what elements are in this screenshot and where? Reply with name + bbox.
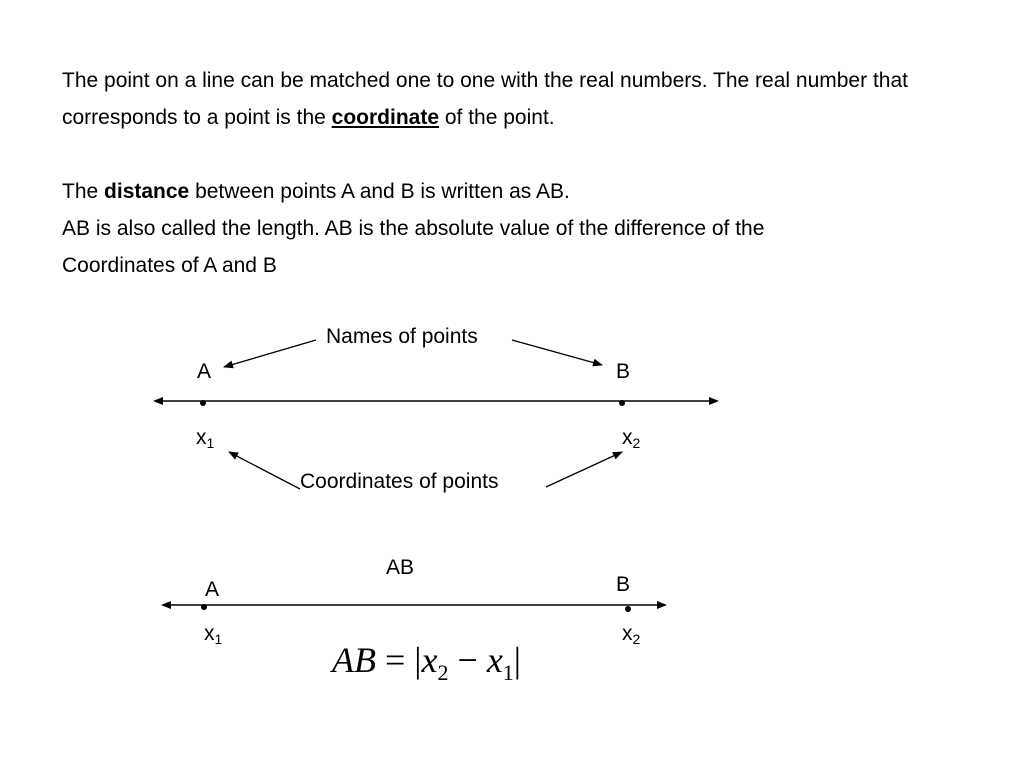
formula-abs-bar-right: | (513, 640, 522, 680)
point-b-label-1: B (616, 360, 631, 383)
point-b-label-2: B (616, 573, 631, 596)
paragraph-distance-text: The (62, 180, 105, 203)
paragraph-coordinate-text: The point on a line can be matched one to one with the real numbers. The real number that corresponds to a point is the (62, 69, 908, 129)
arrow-coords-to-x2 (546, 452, 622, 487)
number-line-1-left-arrow (153, 397, 163, 405)
formula-minus: − (448, 640, 487, 680)
point-b-dot-1 (619, 400, 625, 406)
coordinate-x2-label-1: $x_2$ (622, 426, 641, 451)
arrow-names-to-a (224, 340, 316, 367)
arrow-names-to-b (512, 340, 602, 365)
point-a-label-2: A (205, 578, 220, 601)
coordinate-x1-label-1: $x_1$ (196, 426, 215, 451)
formula-x2-sub: 2 (437, 660, 449, 685)
point-a-dot-2 (201, 604, 207, 610)
coordinate-x1-label-2: $x_1$ (204, 622, 223, 647)
point-a-dot-1 (200, 400, 206, 406)
paragraph-distance-text-end: between points A and B is written as AB. (189, 180, 570, 203)
number-line-2-right-arrow (657, 601, 667, 609)
point-a-label-1: A (197, 360, 212, 383)
number-line-2-left-arrow (161, 601, 171, 609)
paragraph-length-line2: Coordinates of A and B (62, 254, 277, 277)
segment-ab-label: AB (386, 556, 415, 579)
arrow-coords-to-x1 (229, 452, 300, 489)
coordinate-x2-label-2: $x_2$ (622, 622, 641, 647)
names-of-points-label: Names of points (326, 325, 478, 348)
paragraph-coordinate-text-end: of the point. (439, 106, 555, 129)
distance-formula (332, 640, 521, 693)
paragraph-length-line1: AB is also called the length. AB is the absolute value of the difference of the (62, 217, 765, 240)
term-coordinate: coordinate (331, 106, 440, 129)
formula-x1-sub: 1 (502, 660, 514, 685)
number-line-1-right-arrow (709, 397, 719, 405)
formula-x1: x (486, 640, 503, 680)
coordinates-of-points-label: Coordinates of points (300, 470, 499, 493)
formula-equals: = (375, 640, 415, 680)
formula-abs-bar-left: | (414, 640, 422, 680)
formula-lhs: AB (332, 640, 376, 680)
term-distance: distance (104, 180, 190, 203)
formula-x2: x (421, 640, 438, 680)
point-b-dot-2 (625, 606, 631, 612)
